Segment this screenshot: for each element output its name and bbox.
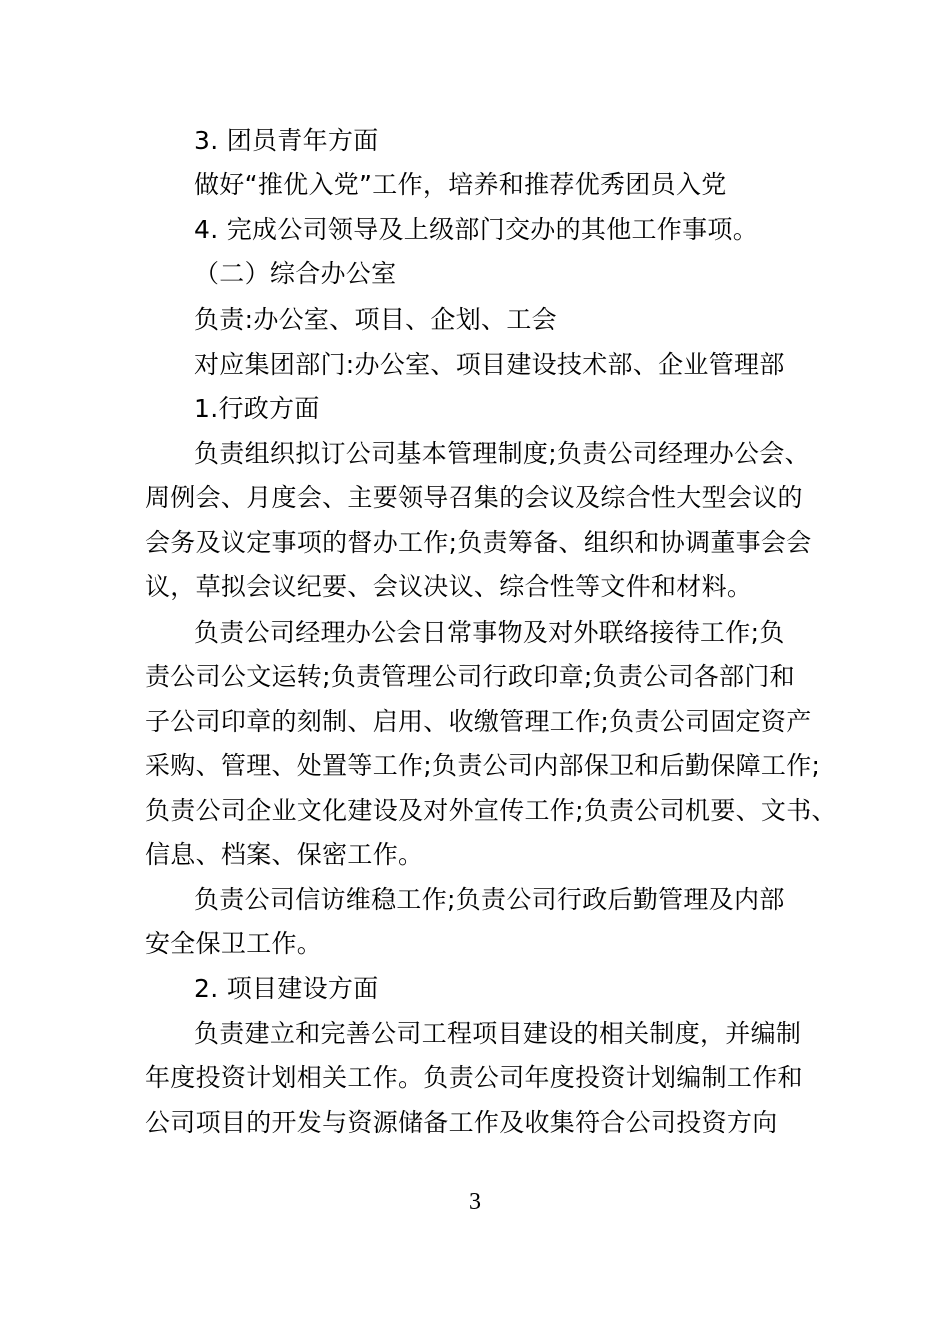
paragraph-line: 负责组织拟订公司基本管理制度;负责公司经理办公会、: [194, 439, 810, 468]
heading-administration: 1.行政方面: [194, 394, 320, 423]
heading-other-tasks: 4. 完成公司领导及上级部门交办的其他工作事项。: [194, 215, 759, 244]
paragraph-line: 年度投资计划相关工作。负责公司年度投资计划编制工作和: [145, 1063, 803, 1092]
page-number: 3: [469, 1189, 481, 1215]
paragraph-line: 信息、档案、保密工作。: [145, 840, 424, 869]
paragraph-line: 子公司印章的刻制、启用、收缴管理工作;负责公司固定资产: [145, 707, 812, 736]
paragraph-line: 负责建立和完善公司工程项目建设的相关制度，并编制: [194, 1019, 802, 1048]
paragraph-line: 负责公司经理办公会日常事物及对外联络接待工作;负: [194, 618, 785, 647]
paragraph-line: 负责:办公室、项目、企划、工会: [194, 305, 557, 334]
paragraph-line: 公司项目的开发与资源储备工作及收集符合公司投资方向: [145, 1108, 778, 1137]
paragraph-line: 对应集团部门:办公室、项目建设技术部、企业管理部: [194, 350, 785, 379]
paragraph-line: 安全保卫工作。: [145, 929, 323, 958]
paragraph-line: 周例会、月度会、主要领导召集的会议及综合性大型会议的: [145, 483, 803, 512]
paragraph-line: 负责公司企业文化建设及对外宣传工作;负责公司机要、文书、: [145, 796, 837, 825]
paragraph-line: 做好“推优入党”工作，培养和推荐优秀团员入党: [194, 170, 727, 199]
heading-youth-league: 3. 团员青年方面: [194, 126, 379, 155]
paragraph-line: 采购、管理、处置等工作;负责公司内部保卫和后勤保障工作;: [145, 751, 821, 780]
paragraph-line: 责公司公文运转;负责管理公司行政印章;负责公司各部门和: [145, 662, 795, 691]
heading-project-construction: 2. 项目建设方面: [194, 974, 379, 1003]
paragraph-line: 议，草拟会议纪要、会议决议、综合性等文件和材料。: [145, 572, 753, 601]
paragraph-line: 会务及议定事项的督办工作;负责筹备、组织和协调董事会会: [145, 528, 812, 557]
heading-general-office: （二）综合办公室: [194, 259, 397, 288]
paragraph-line: 负责公司信访维稳工作;负责公司行政后勤管理及内部: [194, 885, 785, 914]
